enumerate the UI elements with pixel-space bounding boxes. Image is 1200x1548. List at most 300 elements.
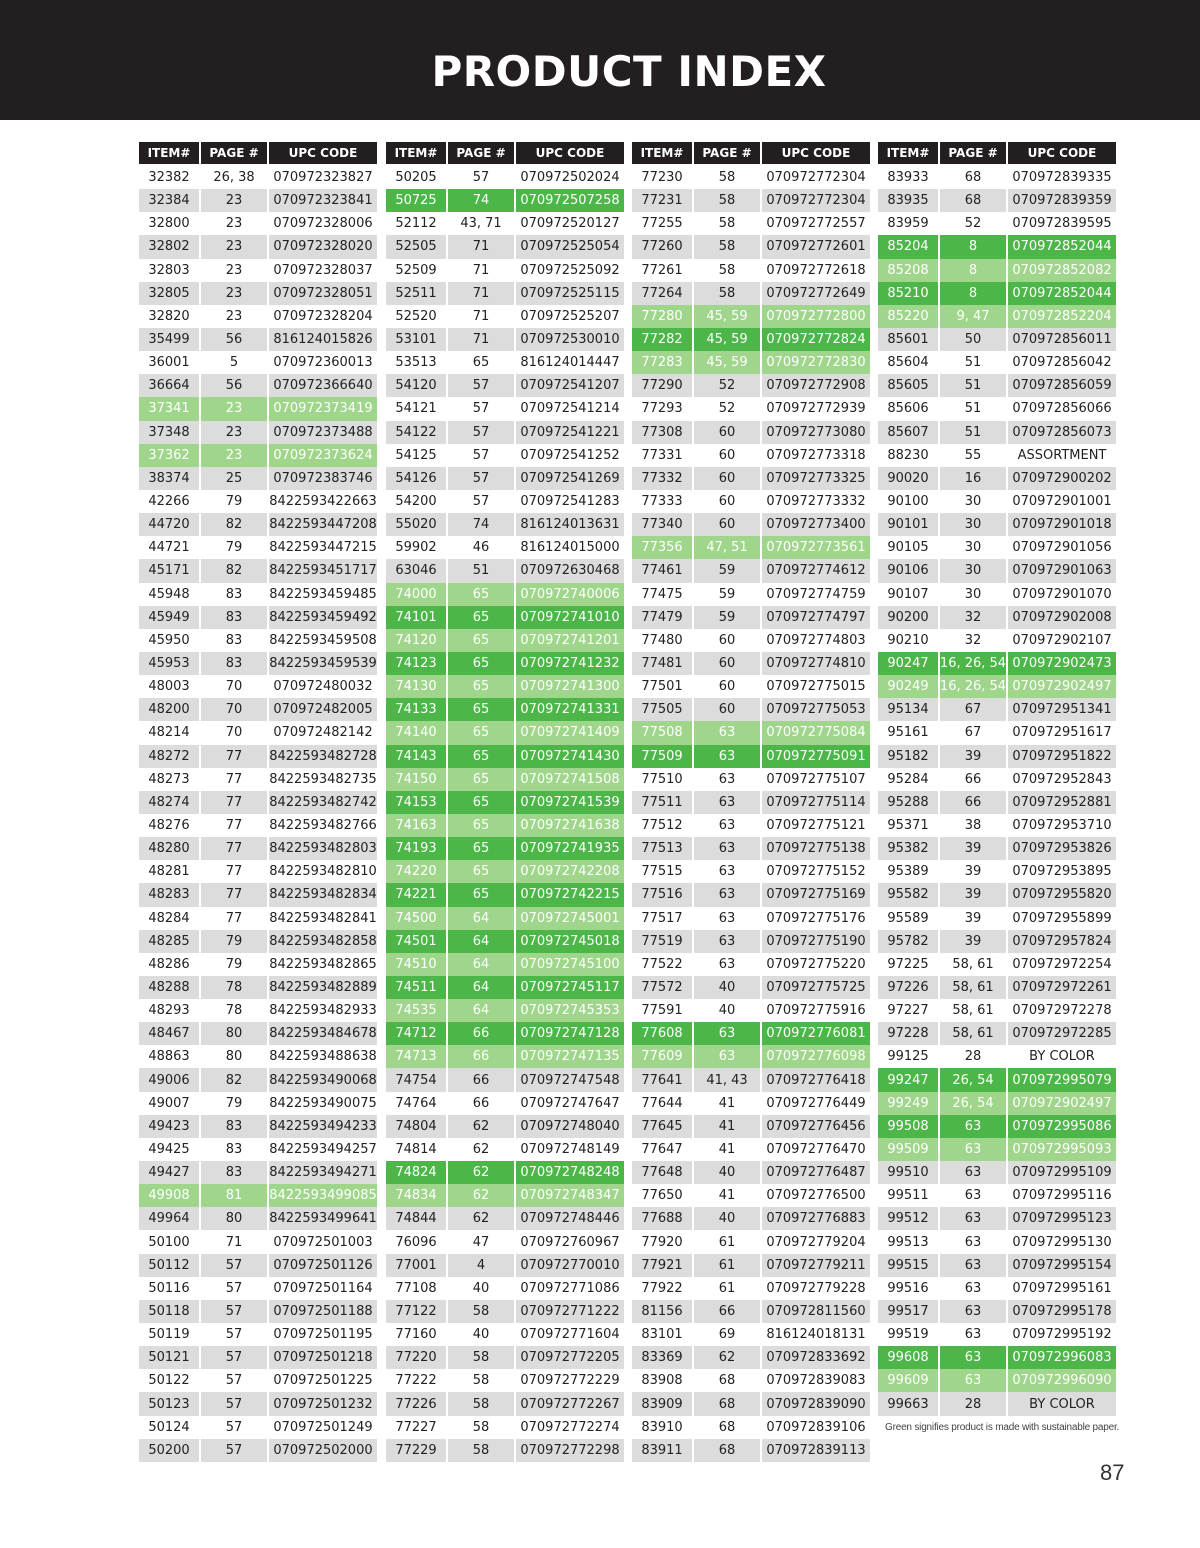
page-number: 23 [201,397,267,420]
upc-code: 816124013631 [516,513,624,536]
table-row [878,1161,1116,1184]
upc-code: 070972775091 [762,745,870,768]
upc-code: 070972772304 [762,189,870,212]
table-row [139,1277,377,1300]
page-number: 39 [940,860,1006,883]
page-number: 65 [448,745,514,768]
page-number: 66 [448,1092,514,1115]
upc-code-header: UPC CODE [1008,142,1116,164]
upc-code: 070972856073 [1008,421,1116,444]
upc-code: 070972741430 [516,745,624,768]
page-number: 77 [201,745,267,768]
page-number: 58, 61 [940,976,1006,999]
upc-code: 070972773400 [762,513,870,536]
index-column-2 [386,142,624,1462]
table-row [878,305,1116,328]
page-number: 23 [201,305,267,328]
table-row [878,1392,1116,1415]
item-number: 95134 [878,698,938,721]
item-number-header: ITEM# [878,142,938,164]
upc-code: 070972741409 [516,721,624,744]
table-row [386,374,624,397]
item-number: 53513 [386,351,446,374]
item-number: 53101 [386,328,446,351]
item-number: 77290 [632,374,692,397]
item-number: 77516 [632,883,692,906]
table-row [632,1323,870,1346]
upc-code: 070972741539 [516,791,624,814]
item-number: 42266 [139,490,199,513]
page-number: 80 [201,1022,267,1045]
table-row [878,976,1116,999]
upc-code: 070972901056 [1008,536,1116,559]
page-number: 38 [940,814,1006,837]
table-row [878,698,1116,721]
item-number: 99515 [878,1254,938,1277]
upc-code: 070972902107 [1008,629,1116,652]
item-number: 85210 [878,282,938,305]
table-row [386,1439,624,1462]
table-row [632,1184,870,1207]
page-number: 57 [201,1254,267,1277]
upc-code: 070972741232 [516,652,624,675]
table-row [878,721,1116,744]
table-row [878,1115,1116,1138]
item-number: 95371 [878,814,938,837]
page-number-header: PAGE # [201,142,267,164]
page-number: 16, 26, 54 [940,675,1006,698]
item-number: 74221 [386,883,446,906]
upc-code: 8422593482803 [269,837,377,860]
table-row [386,907,624,930]
page-number: 51 [940,351,1006,374]
page-number: 58, 61 [940,1022,1006,1045]
page-number: 41 [694,1184,760,1207]
item-number: 99517 [878,1300,938,1323]
item-number: 77920 [632,1230,692,1253]
upc-code: 070972901018 [1008,513,1116,536]
page-number: 26, 38 [201,166,267,189]
table-row [386,513,624,536]
item-number: 99509 [878,1138,938,1161]
table-row [632,1161,870,1184]
table-row [386,745,624,768]
upc-code: 070972775190 [762,930,870,953]
upc-code: 070972525054 [516,235,624,258]
page-number: 58 [448,1369,514,1392]
item-number: 48467 [139,1022,199,1045]
page-number: 23 [201,444,267,467]
upc-code: 070972776081 [762,1022,870,1045]
table-row [386,490,624,513]
page-number: 83 [201,652,267,675]
item-number: 32820 [139,305,199,328]
item-number: 54122 [386,421,446,444]
item-number: 35499 [139,328,199,351]
page-number: 50 [940,328,1006,351]
table-row [878,814,1116,837]
item-number: 48274 [139,791,199,814]
page-number: 63 [694,745,760,768]
item-number: 36001 [139,351,199,374]
item-number: 77645 [632,1115,692,1138]
table-row [386,698,624,721]
page-number: 65 [448,860,514,883]
item-number: 74814 [386,1138,446,1161]
page-number: 8 [940,235,1006,258]
upc-code-header: UPC CODE [269,142,377,164]
page-number: 63 [940,1184,1006,1207]
item-number: 77331 [632,444,692,467]
upc-code: 8422593494271 [269,1161,377,1184]
table-row [386,1207,624,1230]
page-number: 57 [201,1439,267,1462]
table-row [139,1254,377,1277]
item-number: 77226 [386,1392,446,1415]
item-number: 59902 [386,536,446,559]
table-row [139,212,377,235]
upc-code: 070972745117 [516,976,624,999]
page-number: 77 [201,907,267,930]
upc-code: 070972742208 [516,860,624,883]
upc-code: 8422593482834 [269,883,377,906]
upc-code: 070972972285 [1008,1022,1116,1045]
page-number: 41 [694,1092,760,1115]
page-number: 63 [940,1300,1006,1323]
table-row [878,374,1116,397]
item-number: 50121 [139,1346,199,1369]
item-number: 50122 [139,1369,199,1392]
upc-code: 070972951617 [1008,721,1116,744]
page-number: 41 [694,1138,760,1161]
page-number: 57 [201,1392,267,1415]
upc-code: 070972502024 [516,166,624,189]
page-number: 82 [201,1068,267,1091]
item-number: 48863 [139,1045,199,1068]
page-number: 77 [201,860,267,883]
page-number: 60 [694,652,760,675]
table-row [139,259,377,282]
table-row [139,814,377,837]
page-number: 41, 43 [694,1068,760,1091]
page-number: 65 [448,351,514,374]
table-row [878,513,1116,536]
upc-code: 8422593451717 [269,559,377,582]
item-number: 77230 [632,166,692,189]
table-row [386,1045,624,1068]
upc-code: 070972775176 [762,907,870,930]
upc-code: 070972501195 [269,1323,377,1346]
upc-code: 070972501218 [269,1346,377,1369]
page-number: 70 [201,721,267,744]
table-row [878,791,1116,814]
upc-code: 070972520127 [516,212,624,235]
upc-code: 070972952881 [1008,791,1116,814]
page-number: 80 [201,1045,267,1068]
page-number: 63 [940,1277,1006,1300]
table-row [632,235,870,258]
page-number: 57 [448,490,514,513]
upc-code: 070972772267 [516,1392,624,1415]
table-row [632,768,870,791]
table-row [878,1184,1116,1207]
item-number: 32800 [139,212,199,235]
page-number: 58, 61 [940,999,1006,1022]
item-number: 77688 [632,1207,692,1230]
upc-code: 070972773080 [762,421,870,444]
table-row [878,536,1116,559]
item-number: 85604 [878,351,938,374]
table-row [878,675,1116,698]
upc-code: 070972742215 [516,883,624,906]
item-number: 77220 [386,1346,446,1369]
page-number: 62 [448,1184,514,1207]
table-row [878,652,1116,675]
upc-code: 070972957824 [1008,930,1116,953]
page-number: 65 [448,791,514,814]
upc-code: 070972771604 [516,1323,624,1346]
page-number: 51 [940,374,1006,397]
page-number: 65 [448,837,514,860]
item-number: 77510 [632,768,692,791]
table-row [632,1092,870,1115]
page-number: 65 [448,606,514,629]
item-number: 95182 [878,745,938,768]
table-row [386,1115,624,1138]
item-number: 88230 [878,444,938,467]
table-row [386,282,624,305]
table-row [632,212,870,235]
table-row [386,1138,624,1161]
upc-code: 070972774803 [762,629,870,652]
page-number: 30 [940,536,1006,559]
table-row [386,976,624,999]
table-row [386,467,624,490]
table-row [878,1369,1116,1392]
upc-code: 070972775725 [762,976,870,999]
item-number: 74535 [386,999,446,1022]
upc-code: 070972951341 [1008,698,1116,721]
upc-code: 070972902497 [1008,1092,1116,1115]
page-number: 65 [448,583,514,606]
upc-code: 070972328204 [269,305,377,328]
item-number: 90247 [878,652,938,675]
upc-code: 070972902473 [1008,652,1116,675]
table-row [632,513,870,536]
upc-code: 070972839083 [762,1369,870,1392]
item-number: 77650 [632,1184,692,1207]
page-number: 57 [201,1369,267,1392]
table-row [139,1184,377,1207]
table-row [632,328,870,351]
upc-code: 070972328037 [269,259,377,282]
table-row [878,1207,1116,1230]
upc-code: 070972995123 [1008,1207,1116,1230]
table-row [386,1300,624,1323]
upc-code: 070972972278 [1008,999,1116,1022]
upc-code: 070972501188 [269,1300,377,1323]
item-number: 77229 [386,1439,446,1462]
table-row [632,791,870,814]
page-number: 60 [694,629,760,652]
table-row [632,1369,870,1392]
upc-code: 070972741638 [516,814,624,837]
table-row [632,305,870,328]
table-row [386,814,624,837]
item-number: 44720 [139,513,199,536]
item-number: 52511 [386,282,446,305]
page-number: 58 [448,1439,514,1462]
page-number: 68 [694,1416,760,1439]
table-row [878,606,1116,629]
page-number: 52 [940,212,1006,235]
table-row [139,513,377,536]
page-number: 61 [694,1254,760,1277]
item-number: 38374 [139,467,199,490]
table-row [139,1092,377,1115]
page-number: 8 [940,282,1006,305]
page-number: 4 [448,1254,514,1277]
page-number: 56 [201,374,267,397]
table-row [632,1392,870,1415]
table-row [386,999,624,1022]
table-row [632,1115,870,1138]
page-number: 60 [694,675,760,698]
table-row [632,999,870,1022]
page-number: 82 [201,513,267,536]
page-number: 58 [694,166,760,189]
upc-code: 070972972254 [1008,953,1116,976]
upc-code: 070972839106 [762,1416,870,1439]
item-number: 77609 [632,1045,692,1068]
table-row [139,976,377,999]
page-number: 39 [940,907,1006,930]
upc-code: 070972955820 [1008,883,1116,906]
page-number: 65 [448,721,514,744]
upc-code: 070972856066 [1008,397,1116,420]
item-number: 48283 [139,883,199,906]
item-number: 48276 [139,814,199,837]
table-row [632,953,870,976]
table-row [632,444,870,467]
table-row [139,397,377,420]
table-row [139,1022,377,1045]
page-number: 25 [201,467,267,490]
page-number: 63 [694,860,760,883]
page-number: 64 [448,953,514,976]
item-number: 83933 [878,166,938,189]
item-number: 77261 [632,259,692,282]
item-number: 99511 [878,1184,938,1207]
column-header-row [878,142,1116,164]
item-number: 54200 [386,490,446,513]
table-row [878,559,1116,582]
item-number: 74501 [386,930,446,953]
item-number: 77648 [632,1161,692,1184]
table-row [386,1184,624,1207]
upc-code: 070972741331 [516,698,624,721]
upc-code: 070972740006 [516,583,624,606]
upc-code: 070972839595 [1008,212,1116,235]
item-number: 77108 [386,1277,446,1300]
page-number: 39 [940,930,1006,953]
item-number-header: ITEM# [632,142,692,164]
item-number: 48280 [139,837,199,860]
upc-code: 070972383746 [269,467,377,490]
upc-code-header: UPC CODE [762,142,870,164]
upc-code: 070972901070 [1008,583,1116,606]
page-number: 51 [448,559,514,582]
upc-code: BY COLOR [1008,1392,1116,1415]
table-row [632,1346,870,1369]
table-row [386,351,624,374]
item-number: 95389 [878,860,938,883]
page-number: 60 [694,467,760,490]
upc-code: 8422593482742 [269,791,377,814]
table-row [386,768,624,791]
table-row [632,559,870,582]
page-number: 32 [940,629,1006,652]
table-row [632,721,870,744]
page-number: 58 [694,235,760,258]
page-number: 16, 26, 54 [940,652,1006,675]
upc-code: 070972775916 [762,999,870,1022]
item-number: 85601 [878,328,938,351]
page-number: 79 [201,536,267,559]
table-row [386,1022,624,1045]
upc-code: 070972772229 [516,1369,624,1392]
upc-code: 070972856011 [1008,328,1116,351]
item-number: 90100 [878,490,938,513]
upc-code: 070972773318 [762,444,870,467]
page-number: 60 [694,513,760,536]
upc-code: 070972501225 [269,1369,377,1392]
upc-code: 8422593422663 [269,490,377,513]
upc-code: 070972541269 [516,467,624,490]
page-number: 63 [940,1369,1006,1392]
page-number: 32 [940,606,1006,629]
page-number: 64 [448,907,514,930]
item-number: 74754 [386,1068,446,1091]
page-number: 57 [201,1346,267,1369]
item-number: 49007 [139,1092,199,1115]
page-number: 23 [201,421,267,444]
table-row [139,421,377,444]
item-number: 32805 [139,282,199,305]
table-row [139,1068,377,1091]
item-number: 74834 [386,1184,446,1207]
table-row [632,1138,870,1161]
upc-code: 070972776098 [762,1045,870,1068]
page-number: 58 [448,1346,514,1369]
page-number: 26, 54 [940,1068,1006,1091]
upc-code: 070972747135 [516,1045,624,1068]
upc-code: 070972995178 [1008,1300,1116,1323]
page-number: 63 [694,814,760,837]
upc-code: 070972501232 [269,1392,377,1415]
upc-code: 070972323827 [269,166,377,189]
page-number: 40 [694,976,760,999]
table-row [632,907,870,930]
table-row [878,629,1116,652]
page-number: 63 [940,1346,1006,1369]
page-number: 69 [694,1323,760,1346]
page-number: 55 [940,444,1006,467]
item-number: 76096 [386,1230,446,1253]
upc-code: 070972741935 [516,837,624,860]
table-row [878,328,1116,351]
upc-code: 816124014447 [516,351,624,374]
